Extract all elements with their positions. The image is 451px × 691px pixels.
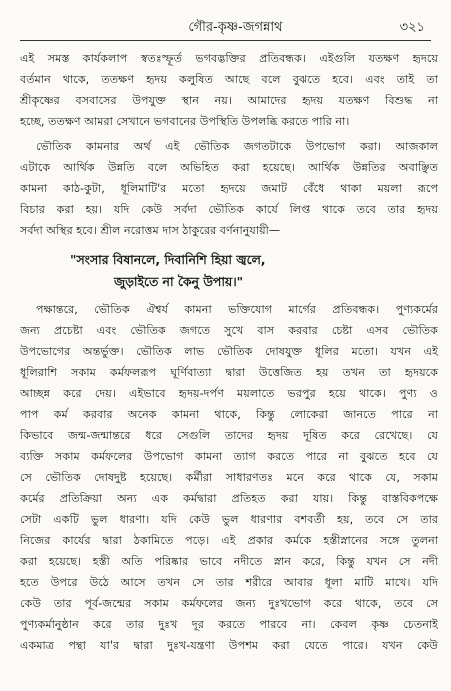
text-line: হতে উপরে উঠে আসে তখন সে তার শরীরে আবার ধূলা মাটি মাখে। যদি [20, 576, 438, 589]
text-line: কর্মের প্রতিক্রিয়া অন্য এক কর্মদ্বারা প্রতিহত করা যায়। কিন্তু বাস্তবিকপক্ষে [20, 492, 438, 505]
body-text [20, 48, 438, 656]
text-line: ব্যক্তি সকাম কর্মফলের উপভোগ কামনা ত্যাগ করতে পারে না বুঝতে হবে যে [20, 450, 438, 463]
text-line: এটাকে আর্থিক উন্নতি বলে অভিহিত করা হয়েছে। আর্থিক উন্নতির অবাঞ্ছিত [20, 161, 438, 174]
text-line: কেউ তার পূর্ব-জন্মের সকাম কর্মফলের জন্য দুঃখভোগ করে থাকে, তবে সে [20, 597, 438, 610]
text-line: পুণ্যকর্মানুষ্ঠান করে তার দুঃখ দূর করতে পারবে না। কেবল কৃষ্ণ চেতনাই [20, 618, 438, 631]
text-line: কামনা কাঠ-কুটা, ধূলিমাটি'র মতো হৃদয়ে জমাট বেঁধে থাকা ময়লা রূপে [20, 182, 438, 195]
paragraph-1 [20, 48, 438, 132]
text-line: সে ভৌতিক দোষদুষ্ট হয়েছে। কর্মীরা সাধারণতঃ মনে করে থাকে যে, সকাম [20, 471, 438, 484]
text-line: আচ্ছন্ন করে দেয়। এইভাবে হৃদয়-দর্পণ ময়লাতে ভরপুর হয়ে থাকে। পুণ্য ও [20, 387, 438, 400]
header-rule [20, 40, 431, 41]
paragraph-3 [20, 299, 438, 656]
text-line: ভৌতিক কামনার অর্থ এই ভৌতিক জগতটাকে উপভোগ করা। আজকাল [36, 140, 438, 153]
page-number: ৩২১ [399, 20, 425, 35]
text-line: পাপ কর্ম করবার অনেক কামনা থাকে, কিন্তু লোকেরা জানতে পারে না [20, 408, 438, 421]
text-line: সেটা একটি ভুল ধারণা। যদি কেউ ভুল ধারণার বশবর্তী হয়, তবে সে তার [20, 513, 438, 526]
text-line: শ্রীকৃষ্ণের বসবাসের উপযুক্ত স্থান নয়। আমাদের হৃদয় যতক্ষণ বিশুদ্ধ না [20, 94, 438, 107]
text-line: বিচার করা হয়। যদি কেউ সর্বদা ভৌতিক কার্যে লিপ্ত থাকে তবে তার হৃদয় [20, 203, 438, 216]
verse-quote [20, 249, 438, 293]
text-line: এই সমস্ত কার্যকলাপ স্বতঃস্ফূর্ত ভগবদ্ভক্তির প্রতিবন্ধক। এইগুলি যতক্ষণ হৃদয়ে [20, 52, 438, 65]
text-line: কিভাবে জন্ম-জন্মান্তরে ধরে সেগুলি তাদের হৃদয় দূষিত করে রেখেছে। যে [20, 429, 438, 442]
paragraph-2 [20, 136, 438, 241]
text-line: নিজের কার্যের দ্বারা ঠকামিতে পড়ে। এই প্রকার কর্মকে হস্তীস্নানের সঙ্গে তুলনা [20, 534, 438, 547]
verse-line: জুড়াইতে না কৈনু উপায়।" [114, 274, 244, 289]
text-line: উপভোগের অন্তর্ভুক্ত। ভৌতিক লাভ ভৌতিক দোষযুক্ত ধূলির মতো। যখন এই [20, 345, 438, 358]
running-title: গৌর-কৃষ্ণ-জগন্নাথ [188, 20, 283, 35]
running-header [40, 12, 431, 42]
verse-line: "সংসার বিষানলে, দিবানিশি হিয়া জ্বলে, [70, 252, 266, 267]
text-line: সর্বদা অস্থির হবে। শ্রীল নরোত্তম দাস ঠাকুরের বর্ণনানুযায়ী— [20, 224, 281, 237]
text-line: জন্য প্রচেষ্টা এবং ভৌতিক জগতে সুখে বাস করবার চেষ্টা এসব ভৌতিক [20, 324, 438, 337]
text-line: ধূলিরাশি সকাম কর্মফলরূপ ঘূর্ণিবাত্যা দ্বারা উত্তেজিত হয় তখন তা হৃদয়কে [20, 366, 438, 379]
text-line: হচ্ছে, ততক্ষণ আমরা সেখানে ভগবানের উপস্থিতি উপলব্ধি করতে পারি না। [20, 115, 350, 128]
text-line: পক্ষান্তরে, ভৌতিক ঐশ্বর্য কামনা ভক্তিযোগ মার্গের প্রতিবন্ধক। পুণ্যকর্মের [36, 303, 438, 316]
text-line: একমাত্র পন্থা যা'র দ্বারা দুঃখ-যন্ত্রণা উপশম করা যেতে পারে। যখন কেউ [20, 639, 438, 652]
text-line: বর্তমান থাকে, ততক্ষণ হৃদয় কলুষিত আছে বলে বুঝতে হবে। এবং তাই তা [20, 73, 438, 86]
text-line: করা হয়েছে। হস্তী অতি পরিষ্কার ভাবে নদীতে স্নান করে, কিন্তু যখন সে নদী [20, 555, 438, 568]
